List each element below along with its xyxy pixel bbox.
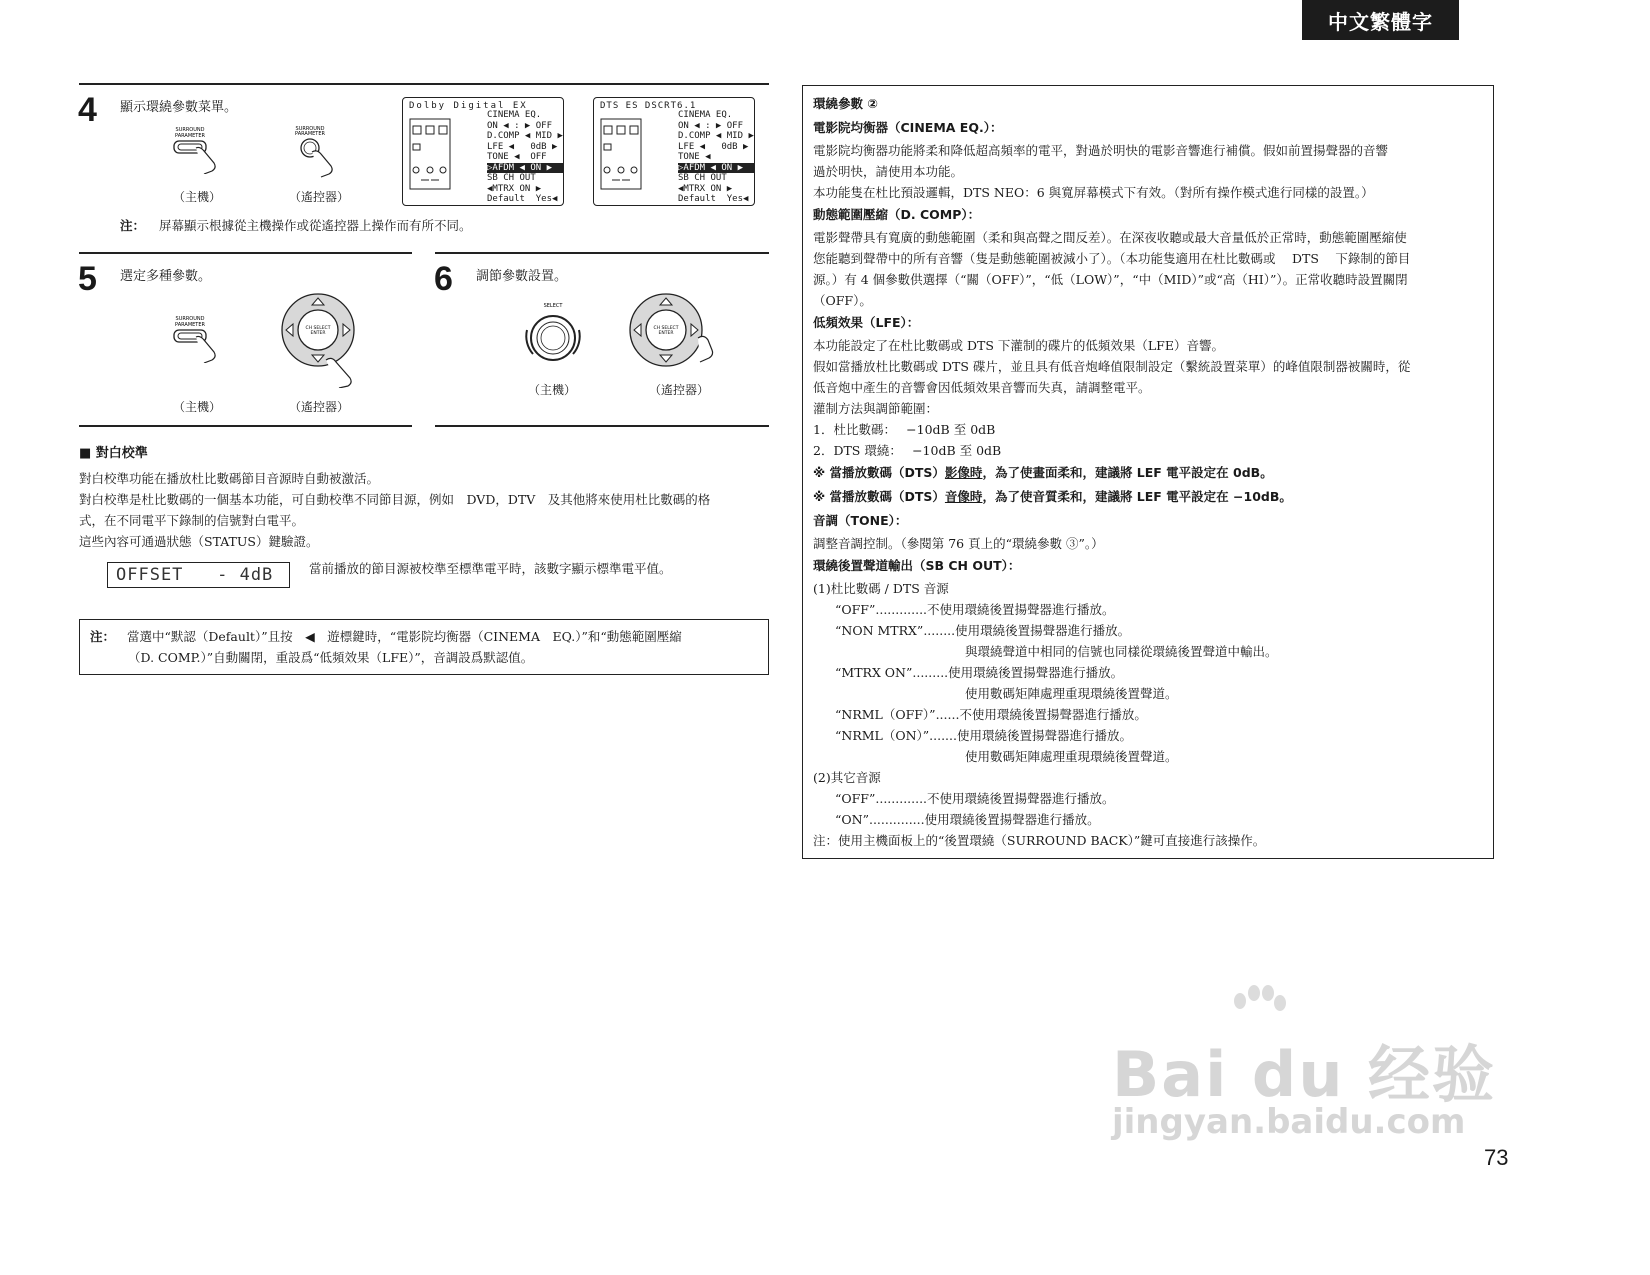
caption-remote: （遙控器） bbox=[648, 383, 709, 397]
text-line: 本功能隻在杜比預設邏輯，DTS NEO：6 與寬屏幕模式下有效。（對所有操作模式進行同樣的設置。） bbox=[813, 185, 1374, 200]
osd-line: TONE ◀ OFF bbox=[487, 152, 547, 162]
text-line: 使用數碼矩陣處理重現環繞後置聲道。 bbox=[965, 686, 1178, 701]
osd-line: D.COMP ◀ MID ▶ bbox=[678, 131, 754, 141]
text-line: (2)其它音源 bbox=[813, 770, 881, 785]
remote-surround-parameter-illustration bbox=[290, 124, 350, 179]
text-line: 源。）有 4 個參數供選擇（“關（OFF）”，“低（LOW）”，“中（MID）”或“高（HI）”）。正常收聽時設置關閉 bbox=[813, 272, 1408, 287]
final-note: 注：使用主機面板上的“後置環繞（SURROUND BACK）”鍵可直接進行該操作。 bbox=[813, 833, 1266, 848]
cinema-eq-heading: 電影院均衡器（CINEMA EQ.）： bbox=[813, 120, 1003, 135]
osd-line: ◀MTRX ON ▶ bbox=[487, 183, 542, 194]
default-note-box bbox=[79, 619, 769, 675]
dialogue-p1: 對白校準功能在播放杜比數碼節目音源時自動被激活。 bbox=[79, 471, 380, 486]
offset-description: 當前播放的節目源被校準至標準電平時，該數字顯示標準電平值。 bbox=[309, 561, 672, 576]
svg-text:CH SELECT: CH SELECT bbox=[653, 326, 679, 331]
text-line: 調整音調控制。（參閱第 76 頁上的“環繞參數 ③”。） bbox=[813, 536, 1104, 551]
svg-text:ENTER: ENTER bbox=[658, 331, 674, 336]
dialogue-body bbox=[79, 468, 769, 552]
dialogue-p2a: 對白校準是杜比數碼的一個基本功能，可自動校準不同節目源，例如 DVD，DTV 及其他將來使用杜比數碼的格 bbox=[79, 492, 711, 507]
watermark-brand: Bai du 经验 bbox=[1112, 1038, 1497, 1111]
svg-text:SURROUND: SURROUND bbox=[295, 126, 325, 132]
note-label: 注： bbox=[90, 629, 116, 644]
warning-audio: ※ 當播放數碼（DTS）音像時，為了使音質柔和，建議將 LEF 電平設定在 −10dB。 bbox=[813, 489, 1292, 504]
osd-line: CINEMA EQ. bbox=[678, 110, 733, 120]
speaker-layout-icon bbox=[409, 118, 451, 190]
cursor-pad-right-illustration bbox=[628, 292, 714, 372]
step-5-number: 5 bbox=[78, 260, 97, 298]
surround-parameters-content bbox=[813, 92, 1483, 851]
osd-line: Default Yes◀ bbox=[678, 194, 749, 204]
offset-display: OFFSET - 4dB bbox=[107, 562, 290, 588]
osd-title: Dolby Digital EX bbox=[409, 101, 528, 111]
osd-line-selected: ▷AFDM ◀ ON ▶ bbox=[487, 163, 563, 174]
panel-title: 環繞參數 ② bbox=[813, 96, 878, 111]
text-line: “NRML（OFF）”......不使用環繞後置揚聲器進行播放。 bbox=[835, 707, 1147, 722]
text-line: “NRML（ON）”.......使用環繞後置揚聲器進行播放。 bbox=[835, 728, 1132, 743]
caption-main-unit: （主機） bbox=[172, 400, 221, 414]
osd-line: CINEMA EQ. bbox=[487, 110, 542, 120]
text-line: 您能聽到聲帶中的所有音響（隻是動態範圍被減小了）。（本功能隻適用在杜比數碼或 DTS 下錄制的節目 bbox=[813, 251, 1411, 266]
note-line-1: 當選中“默認（Default）”且按 ◀ 遊標鍵時，“電影院均衡器（CINEMA EQ.）”和“動態範圍壓縮 bbox=[127, 629, 682, 644]
watermark-url: jingyan.baidu.com bbox=[1112, 1102, 1466, 1142]
step-6-text: 調節參數設置。 bbox=[476, 269, 568, 284]
text-line: “ON”..............使用環繞後置揚聲器進行播放。 bbox=[835, 812, 1100, 827]
divider bbox=[79, 252, 412, 254]
text-line: “MTRX ON”.........使用環繞後置揚聲器進行播放。 bbox=[835, 665, 1124, 680]
svg-text:ENTER: ENTER bbox=[310, 331, 326, 336]
caption-remote: （遙控器） bbox=[288, 190, 349, 204]
svg-text:PARAMETER: PARAMETER bbox=[175, 133, 205, 139]
osd-line: SB CH OUT bbox=[678, 173, 727, 183]
caption-main-unit: （主機） bbox=[172, 190, 221, 204]
text-line: 2．DTS 環繞： −10dB 至 0dB bbox=[813, 443, 1002, 458]
select-knob-illustration bbox=[515, 300, 591, 366]
osd-line: LFE ◀ 0dB ▶ bbox=[678, 141, 749, 152]
section-heading-dialogue: ■ 對白校準 bbox=[79, 446, 148, 461]
text-line: (1)杜比數碼 / DTS 音源 bbox=[813, 581, 949, 596]
text-line: 使用數碼矩陣處理重現環繞後置聲道。 bbox=[965, 749, 1178, 764]
text-line: 假如當播放杜比數碼或 DTS 碟片，並且具有低音炮峰值限制設定（繫統設置菜單）的峰值限制器被關時，從 bbox=[813, 359, 1411, 374]
surround-parameter-button-illustration bbox=[168, 124, 228, 174]
svg-text:PARAMETER: PARAMETER bbox=[295, 131, 325, 137]
osd-line: D.COMP ◀ MID ▶ bbox=[487, 131, 563, 141]
warning-video: ※ 當播放數碼（DTS）影像時，為了使畫面柔和，建議將 LEF 電平設定在 0dB。 bbox=[813, 465, 1273, 480]
cursor-pad-down-illustration bbox=[280, 292, 366, 388]
step-4-text: 顯示環繞參數菜單。 bbox=[120, 100, 238, 115]
speaker-layout-icon bbox=[600, 118, 642, 190]
text-line: “OFF”.............不使用環繞後置揚聲器進行播放。 bbox=[835, 602, 1115, 617]
osd-menu bbox=[487, 110, 563, 205]
text-line: 灌制方法與調節範圍： bbox=[813, 401, 939, 416]
caption-remote: （遙控器） bbox=[288, 400, 349, 414]
osd-screen-dolby bbox=[402, 97, 564, 206]
note-text: 屏幕顯示根據從主機操作或從遙控器上操作而有所不同。 bbox=[159, 218, 472, 233]
step-4-number: 4 bbox=[78, 91, 97, 129]
text-line: 過於明快，請使用本功能。 bbox=[813, 164, 964, 179]
text-line: 本功能設定了在杜比數碼或 DTS 下灌制的碟片的低頻效果（LFE）音響。 bbox=[813, 338, 1224, 353]
text-line: “OFF”.............不使用環繞後置揚聲器進行播放。 bbox=[835, 791, 1115, 806]
text-line: 低音炮中產生的音響會因低頻效果音響而失真，請調整電平。 bbox=[813, 380, 1151, 395]
divider bbox=[435, 425, 769, 427]
osd-line-selected: ▷AFDM ◀ ON ▶ bbox=[678, 163, 754, 174]
divider bbox=[435, 252, 769, 254]
dcomp-heading: 動態範圍壓縮（D. COMP）： bbox=[813, 207, 981, 222]
osd-title: DTS ES DSCRT6.1 bbox=[600, 101, 697, 111]
osd-line: ◀MTRX ON ▶ bbox=[678, 183, 733, 194]
step-6-number: 6 bbox=[434, 260, 453, 298]
text-line: 電影聲帶具有寬廣的動態範圍（柔和與高聲之間反差）。在深夜收聽或最大音量低於正常時，動態範圍壓縮使 bbox=[813, 230, 1407, 245]
note-label: 注： bbox=[120, 218, 146, 233]
step-5-text: 選定多種參數。 bbox=[120, 269, 212, 284]
osd-screen-dts bbox=[593, 97, 755, 206]
step-4-note bbox=[120, 216, 472, 234]
divider bbox=[79, 83, 769, 85]
text-line: 1．杜比數碼： −10dB 至 0dB bbox=[813, 422, 996, 437]
language-tab: 中文繁體字 bbox=[1302, 0, 1459, 40]
osd-line: LFE ◀ 0dB ▶ bbox=[487, 141, 558, 152]
text-line: 電影院均衡器功能將柔和降低超高頻率的電平，對過於明快的電影音響進行補償。假如前置揚聲器的音響 bbox=[813, 143, 1389, 158]
dialogue-p2b: 式，在不同電平下錄制的信號對白電平。 bbox=[79, 513, 305, 528]
tone-heading: 音調（TONE）： bbox=[813, 513, 908, 528]
note-line-2: （D. COMP.）”自動關閉，重設爲“低頻效果（LFE）”，音調設爲默認值。 bbox=[128, 650, 534, 665]
osd-line: Default Yes◀ bbox=[487, 194, 558, 204]
text-line: 與環繞聲道中相同的信號也同樣從環繞後置聲道中輸出。 bbox=[965, 644, 1278, 659]
svg-text:SURROUND: SURROUND bbox=[175, 127, 205, 133]
knob-label: SELECT bbox=[543, 303, 563, 309]
osd-line: ON ◀ : ▶ OFF bbox=[487, 120, 553, 131]
text-line: （OFF）。 bbox=[813, 293, 872, 308]
svg-text:PARAMETER: PARAMETER bbox=[175, 322, 205, 328]
dialogue-p3: 這些內容可通過狀態（STATUS）鍵驗證。 bbox=[79, 534, 319, 549]
sb-ch-out-heading: 環繞後置聲道輸出（SB CH OUT）： bbox=[813, 558, 1021, 573]
osd-line: TONE ◀ bbox=[678, 152, 711, 162]
osd-line: ON ◀ : ▶ OFF bbox=[678, 120, 744, 131]
svg-text:CH SELECT: CH SELECT bbox=[305, 326, 331, 331]
text-line: “NON MTRX”........使用環繞後置揚聲器進行播放。 bbox=[835, 623, 1131, 638]
divider bbox=[79, 425, 412, 427]
surround-parameter-button-illustration bbox=[168, 313, 228, 363]
lfe-heading: 低頻效果（LFE）： bbox=[813, 315, 920, 330]
page-number: 73 bbox=[1484, 1145, 1509, 1170]
osd-menu bbox=[678, 110, 754, 205]
caption-main-unit: （主機） bbox=[527, 383, 576, 397]
osd-line: SB CH OUT bbox=[487, 173, 536, 183]
svg-text:SURROUND: SURROUND bbox=[175, 316, 205, 322]
